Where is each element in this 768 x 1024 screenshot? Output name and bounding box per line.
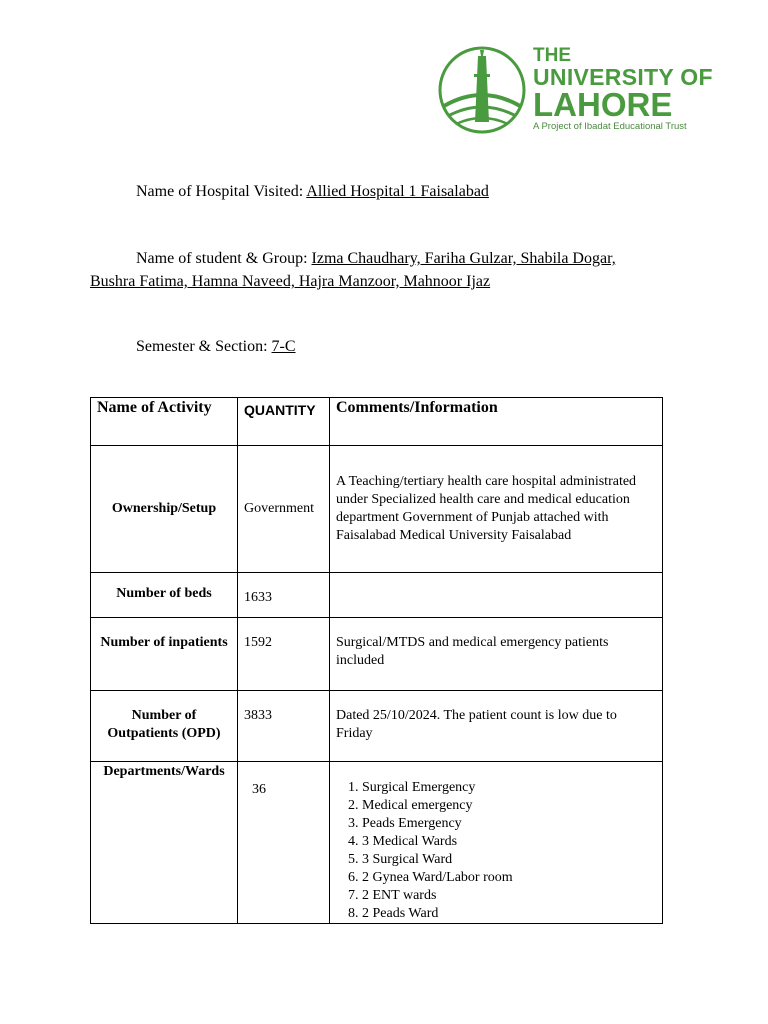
comments-cell — [330, 762, 663, 924]
quantity-cell: 1592 — [238, 618, 330, 691]
comments-cell: Surgical/MTDS and medical emergency patients included — [330, 618, 663, 691]
table-row — [91, 618, 663, 691]
header-activity: Name of Activity — [91, 398, 238, 446]
semester-label: Semester & Section: — [136, 338, 268, 355]
students-names-2: Bushra Fatima, Hamna Naveed, Hajra Manzoor, Mahnoor Ijaz — [90, 273, 491, 290]
logo-tagline: A Project of Ibadat Educational Trust — [533, 121, 687, 132]
list-item: 2. Medical emergency — [362, 797, 656, 815]
activity-cell: Number of beds — [91, 573, 238, 618]
list-item: 7. 2 ENT wards — [362, 887, 656, 905]
semester-value: 7-C — [271, 338, 296, 355]
logo-line-university: UNIVERSITY OF — [533, 64, 713, 90]
comments-cell: A Teaching/tertiary health care hospital administrated under Specialized health care and medical education department Government of Punjab attached with Faisalabad Medical University Faisalabad — [330, 446, 663, 573]
header-comments: Comments/Information — [330, 398, 663, 446]
semester-line — [136, 335, 296, 358]
students-names-1: Izma Chaudhary, Fariha Gulzar, Shabila Dogar, — [311, 250, 616, 267]
activity-cell: Departments/Wards — [91, 762, 238, 924]
table-header-row — [91, 398, 663, 446]
hospital-label: Name of Hospital Visited: — [136, 183, 304, 200]
quantity-cell: 3833 — [238, 691, 330, 762]
table-row — [91, 446, 663, 573]
table-row — [91, 762, 663, 924]
list-item: 3. Peads Emergency — [362, 815, 656, 833]
table-row — [91, 691, 663, 762]
minar-emblem-icon — [436, 44, 528, 136]
list-item: 5. 3 Surgical Ward — [362, 851, 656, 869]
activity-cell: Number of Outpatients (OPD) — [91, 691, 238, 762]
quantity-cell: Government — [238, 446, 330, 573]
list-item: 8. 2 Peads Ward — [362, 905, 656, 923]
quantity-cell: 1633 — [238, 573, 330, 618]
hospital-line — [136, 180, 489, 203]
activity-cell: Number of inpatients — [91, 618, 238, 691]
header-quantity: QUANTITY — [238, 398, 330, 446]
activity-table — [90, 397, 663, 924]
comments-cell — [330, 573, 663, 618]
list-item: 1. Surgical Emergency — [362, 779, 656, 797]
activity-cell: Ownership/Setup — [91, 446, 238, 573]
list-item: 4. 3 Medical Wards — [362, 833, 656, 851]
students-line-2 — [90, 270, 490, 293]
hospital-value: Allied Hospital 1 Faisalabad — [306, 183, 489, 200]
logo-line-the: THE — [533, 45, 571, 66]
quantity-cell: 36 — [238, 762, 330, 924]
students-label: Name of student & Group: — [136, 250, 308, 267]
students-line-1 — [136, 247, 616, 270]
list-item: 6. 2 Gynea Ward/Labor room — [362, 869, 656, 887]
comments-cell: Dated 25/10/2024. The patient count is low due to Friday — [330, 691, 663, 762]
table-row — [91, 573, 663, 618]
logo-line-lahore: LAHORE — [533, 86, 673, 123]
departments-list — [336, 779, 656, 923]
university-logo — [436, 44, 726, 138]
